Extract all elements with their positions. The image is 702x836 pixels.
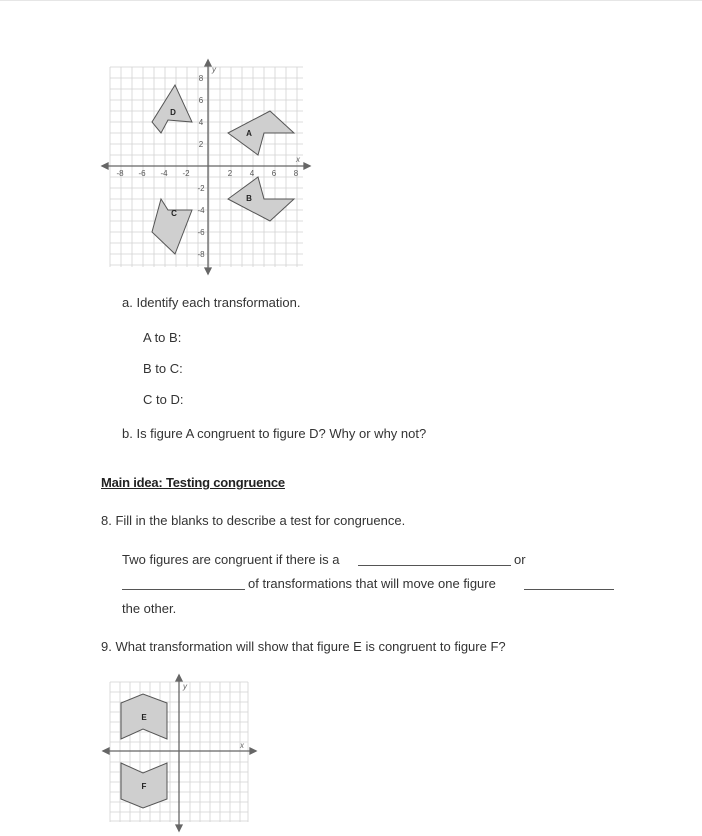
- graph2-y-label: y: [183, 682, 187, 691]
- x-tick: -8: [116, 169, 124, 178]
- y-tick: -4: [197, 206, 205, 215]
- y-tick: -6: [197, 228, 205, 237]
- graph1-y-label: y: [212, 65, 216, 74]
- figure-b-label: B: [246, 194, 252, 203]
- blank-1[interactable]: [358, 553, 511, 566]
- coordinate-graph-ef: [100, 673, 262, 833]
- x-tick: 6: [271, 169, 277, 178]
- part-a-item-a-to-b: A to B:: [143, 330, 182, 345]
- q9-prompt: 9. What transformation will show that figure E is congruent to figure F?: [101, 639, 506, 654]
- coordinate-graph-abcd: [100, 58, 316, 278]
- q8-line1-end: or: [514, 552, 526, 567]
- main-idea-heading: Main idea: Testing congruence: [101, 475, 285, 490]
- y-tick: 2: [198, 140, 204, 149]
- figure-a: [228, 111, 294, 155]
- figure-d-label: D: [170, 108, 176, 117]
- y-tick: 6: [198, 96, 204, 105]
- top-divider: [0, 0, 702, 1]
- q8-prompt: 8. Fill in the blanks to describe a test for congruence.: [101, 513, 406, 528]
- x-tick: -4: [160, 169, 168, 178]
- blank-3[interactable]: [524, 577, 614, 590]
- graph1-x-label: x: [296, 155, 300, 164]
- part-a-prompt: a. Identify each transformation.: [122, 295, 301, 310]
- graph2-x-label: x: [240, 741, 244, 750]
- part-a-item-c-to-d: C to D:: [143, 392, 184, 407]
- blank-2[interactable]: [122, 577, 245, 590]
- x-tick: 2: [227, 169, 233, 178]
- figure-a-label: A: [246, 129, 252, 138]
- figure-f-label: F: [141, 782, 147, 791]
- y-tick: 4: [198, 118, 204, 127]
- figure-c-label: C: [171, 209, 177, 218]
- x-tick: -6: [138, 169, 146, 178]
- q8-line1-start: Two figures are congruent if there is a: [122, 552, 340, 567]
- x-tick: 4: [249, 169, 255, 178]
- x-tick: -2: [182, 169, 190, 178]
- figure-c: [152, 199, 192, 254]
- part-b-prompt: b. Is figure A congruent to figure D? Why or why not?: [122, 426, 427, 441]
- q8-line2-middle: of transformations that will move one figure: [248, 576, 496, 591]
- y-tick: -2: [197, 184, 205, 193]
- q8-line3: the other.: [122, 601, 177, 616]
- figure-b: [228, 177, 294, 221]
- y-tick: -8: [197, 250, 205, 259]
- figure-e-label: E: [141, 713, 147, 722]
- y-tick: 8: [198, 74, 204, 83]
- x-tick: 8: [293, 169, 299, 178]
- part-a-item-b-to-c: B to C:: [143, 361, 183, 376]
